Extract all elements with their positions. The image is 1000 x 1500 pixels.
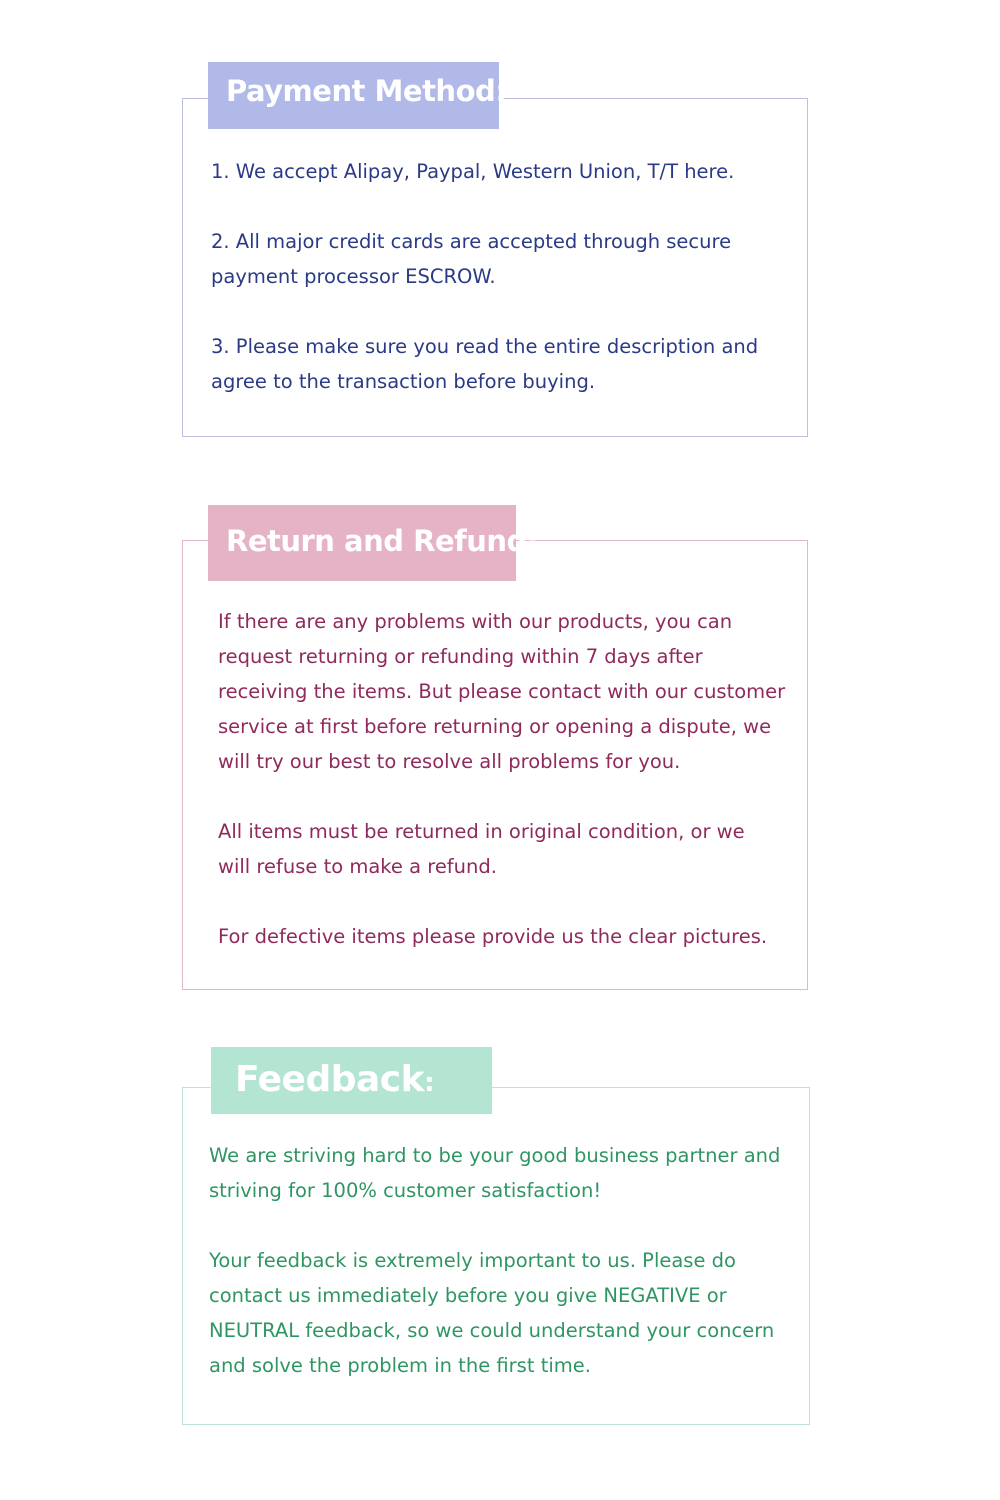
- feedback-line: NEUTRAL feedback, so we could understand your concern: [209, 1319, 775, 1342]
- payment-paragraph: [211, 329, 758, 399]
- refund-title: Return and Refund:: [208, 505, 516, 581]
- refund-line: All items must be returned in original condition, or we: [218, 820, 745, 843]
- feedback-paragraph: [209, 1138, 780, 1208]
- payment-line: 3. Please make sure you read the entire description and: [211, 335, 759, 358]
- refund-line: request returning or refunding within 7 days after: [218, 645, 703, 668]
- payment-paragraph: [211, 224, 758, 294]
- payment-content: [211, 154, 758, 399]
- refund-line: will refuse to make a refund.: [218, 855, 497, 878]
- feedback-paragraph: [209, 1243, 780, 1383]
- feedback-content: [209, 1138, 780, 1383]
- payment-line: agree to the transaction before buying.: [211, 370, 596, 393]
- refund-paragraph: [218, 814, 785, 884]
- refund-line: If there are any problems with our products, you can: [218, 610, 733, 633]
- refund-paragraph: [218, 919, 785, 954]
- feedback-line: contact us immediately before you give NEGATIVE or: [209, 1284, 727, 1307]
- feedback-line: Your feedback is extremely important to us. Please do: [209, 1249, 736, 1272]
- feedback-line: and solve the problem in the first time.: [209, 1354, 591, 1377]
- feedback-line: striving for 100% customer satisfaction!: [209, 1179, 602, 1202]
- payment-line: payment processor ESCROW.: [211, 265, 496, 288]
- refund-line: For defective items please provide us the clear pictures.: [218, 925, 768, 948]
- payment-line: 2. All major credit cards are accepted through secure: [211, 230, 732, 253]
- payment-paragraph: [211, 154, 758, 189]
- payment-title: Payment Method:: [208, 62, 499, 129]
- refund-paragraph: [218, 604, 785, 779]
- feedback-title: [211, 1047, 492, 1114]
- refund-line: service at first before returning or opening a dispute, we: [218, 715, 772, 738]
- feedback-title-text: Feedback: [235, 1059, 425, 1100]
- feedback-title-colon: :: [424, 1068, 434, 1098]
- refund-line: will try our best to resolve all problems for you.: [218, 750, 681, 773]
- payment-line: 1. We accept Alipay, Paypal, Western Union, T/T here.: [211, 160, 735, 183]
- refund-content: [218, 604, 785, 954]
- feedback-line: We are striving hard to be your good business partner and: [209, 1144, 781, 1167]
- refund-line: receiving the items. But please contact with our customer: [218, 680, 786, 703]
